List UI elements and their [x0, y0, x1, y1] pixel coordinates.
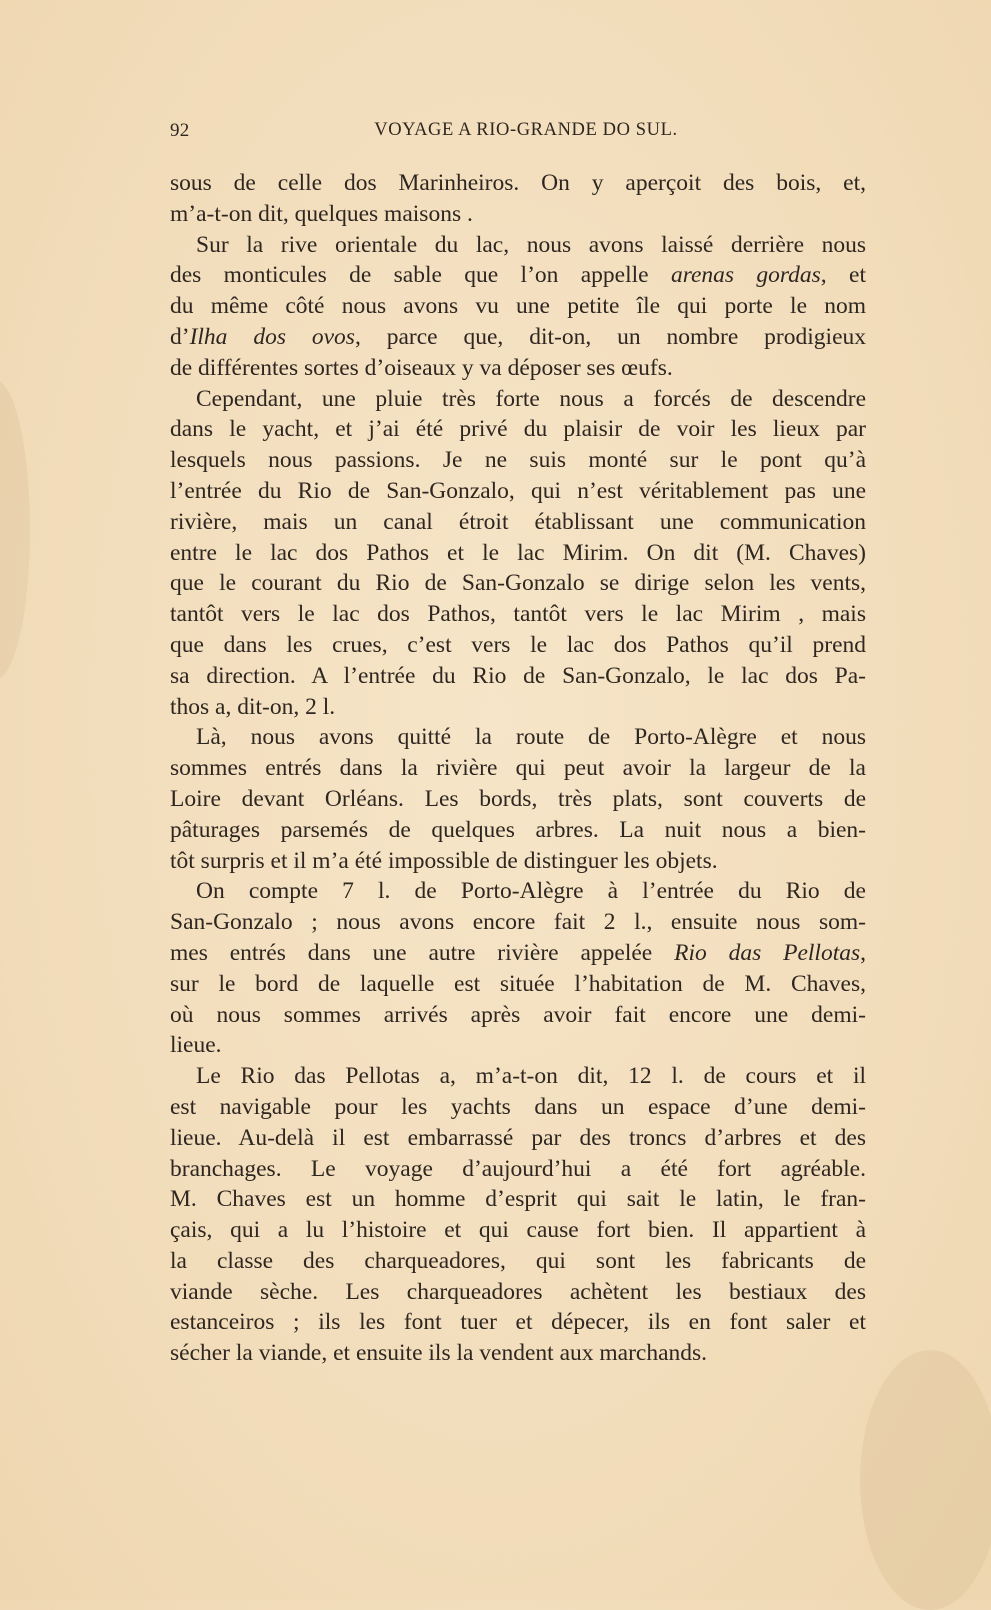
- text-segment: On compte 7 l. de Porto-Alègre à l’entrée du Rio de: [196, 878, 866, 905]
- text-segment: Loire devant Orléans. Les bords, très plats, sont couverts de: [170, 785, 866, 812]
- text-segment: entre le lac dos Pathos et le lac Mirim. On dit (M. Chaves): [170, 539, 866, 566]
- text-line: [170, 1123, 866, 1154]
- text-line: [170, 876, 866, 907]
- paper-stain: [860, 1350, 991, 1610]
- text-segment: dans le yacht, et j’ai été privé du plaisir de voir les lieux par: [170, 416, 866, 443]
- text-line: [170, 1061, 866, 1092]
- italic-term: arenas gordas: [670, 262, 821, 289]
- text-line: [170, 568, 866, 599]
- text-line: [170, 353, 866, 384]
- text-line: [170, 291, 866, 322]
- text-segment: Sur la rive orientale du lac, nous avons laissé derrière nous: [196, 231, 866, 258]
- text-line: [170, 784, 866, 815]
- text-line: [170, 414, 866, 445]
- text-segment: sous de celle dos Marinheiros. On y aperçoit des bois, et,: [170, 170, 866, 196]
- text-line: [170, 538, 866, 569]
- text-segment: que le courant du Rio de San-Gonzalo se dirige selon les vents,: [170, 570, 866, 597]
- text-line: [170, 1338, 866, 1369]
- text-line: [170, 938, 866, 969]
- text-line: [170, 969, 866, 1000]
- text-line: [170, 260, 866, 291]
- page-number: 92: [170, 120, 190, 141]
- text-segment: estanceiros ; ils les font tuer et dépecer, ils en font saler et: [170, 1309, 866, 1336]
- text-segment: sommes entrés dans la rivière qui peut avoir la largeur de la: [170, 755, 866, 782]
- text-segment: pâturages parsemés de quelques arbres. La nuit nous a bien-: [170, 816, 866, 843]
- text-line: [170, 630, 866, 661]
- text-segment: sécher la viande, et ensuite ils la vendent aux marchands.: [170, 1340, 708, 1367]
- text-line: [170, 507, 866, 538]
- italic-term: Ilha dos ovos: [189, 323, 355, 350]
- body-text: [170, 168, 866, 1369]
- text-segment: lieue.: [170, 1032, 222, 1059]
- text-segment: est navigable pour les yachts dans un espace d’une demi-: [170, 1093, 866, 1120]
- text-line: [170, 168, 866, 199]
- text-line: [170, 1184, 866, 1215]
- text-line: [170, 907, 866, 938]
- text-segment: du même côté nous avons vu une petite île qui porte le nom: [170, 293, 866, 320]
- text-segment: , et: [820, 262, 866, 289]
- text-segment: thos a, dit-on, 2 l.: [170, 693, 336, 720]
- text-segment: M. Chaves est un homme d’esprit qui sait le latin, le fran-: [170, 1186, 866, 1213]
- text-segment: la classe des charqueadores, qui sont les fabricants de: [170, 1247, 866, 1274]
- text-line: [170, 722, 866, 753]
- text-segment: sa direction. A l’entrée du Rio de San-Gonzalo, le lac dos Pa-: [170, 662, 866, 689]
- text-segment: tantôt vers le lac dos Pathos, tantôt vers le lac Mirim , mais: [170, 601, 866, 628]
- text-line: [170, 1154, 866, 1185]
- text-segment: San-Gonzalo ; nous avons encore fait 2 l., ensuite nous som-: [170, 909, 866, 936]
- running-head: [170, 120, 882, 144]
- text-line: [170, 1246, 866, 1277]
- text-segment: que dans les crues, c’est vers le lac dos Pathos qu’il prend: [170, 631, 866, 658]
- text-line: [170, 692, 866, 723]
- text-segment: Cependant, une pluie très forte nous a forcés de descendre: [196, 385, 866, 412]
- text-segment: branchages. Le voyage d’aujourd’hui a été fort agréable.: [170, 1155, 866, 1182]
- text-line: [170, 1000, 866, 1031]
- text-segment: tôt surpris et il m’a été impossible de distinguer les objets.: [170, 847, 718, 874]
- paper-stain: [0, 380, 30, 680]
- text-segment: ,: [860, 939, 867, 966]
- text-line: [170, 322, 866, 353]
- text-segment: l’entrée du Rio de San-Gonzalo, qui n’est véritablement pas une: [170, 477, 866, 504]
- text-segment: viande sèche. Les charqueadores achètent les bestiaux des: [170, 1278, 866, 1305]
- text-line: [170, 476, 866, 507]
- text-segment: mes entrés dans une autre rivière appelée: [170, 939, 675, 966]
- text-line: [170, 753, 866, 784]
- text-line: [170, 1092, 866, 1123]
- text-line: [170, 1307, 866, 1338]
- text-segment: de différentes sortes d’oiseaux y va déposer ses œufs.: [170, 354, 673, 381]
- text-segment: lieue. Au-delà il est embarrassé par des troncs d’arbres et des: [170, 1124, 866, 1151]
- text-segment: m’a-t-on dit, quelques maisons .: [170, 200, 473, 227]
- text-line: [170, 815, 866, 846]
- text-line: [170, 1215, 866, 1246]
- text-segment: rivière, mais un canal étroit établissant une communication: [170, 508, 866, 535]
- text-segment: Le Rio das Pellotas a, m’a-t-on dit, 12 l. de cours et il: [196, 1063, 866, 1090]
- text-segment: sur le bord de laquelle est située l’habitation de M. Chaves,: [170, 970, 866, 997]
- text-line: [170, 846, 866, 877]
- text-segment: , parce que, dit-on, un nombre prodigieux: [354, 323, 866, 350]
- text-line: [170, 384, 866, 415]
- text-line: [170, 599, 866, 630]
- text-line: [170, 230, 866, 261]
- text-line: [170, 661, 866, 692]
- text-segment: des monticules de sable que l’on appelle: [170, 262, 671, 289]
- text-line: [170, 1030, 866, 1061]
- text-segment: d’: [170, 323, 190, 350]
- text-segment: çais, qui a lu l’histoire et qui cause fort bien. Il appartient à: [170, 1217, 866, 1244]
- text-segment: Là, nous avons quitté la route de Porto-Alègre et nous: [196, 724, 866, 751]
- text-line: [170, 199, 866, 230]
- text-line: [170, 445, 866, 476]
- italic-term: Rio das Pellotas: [674, 939, 861, 966]
- running-title: VOYAGE A RIO-GRANDE DO SUL.: [374, 120, 678, 140]
- text-segment: où nous sommes arrivés après avoir fait encore une demi-: [170, 1001, 866, 1028]
- text-segment: lesquels nous passions. Je ne suis monté sur le pont qu’à: [170, 447, 866, 474]
- text-line: [170, 1277, 866, 1308]
